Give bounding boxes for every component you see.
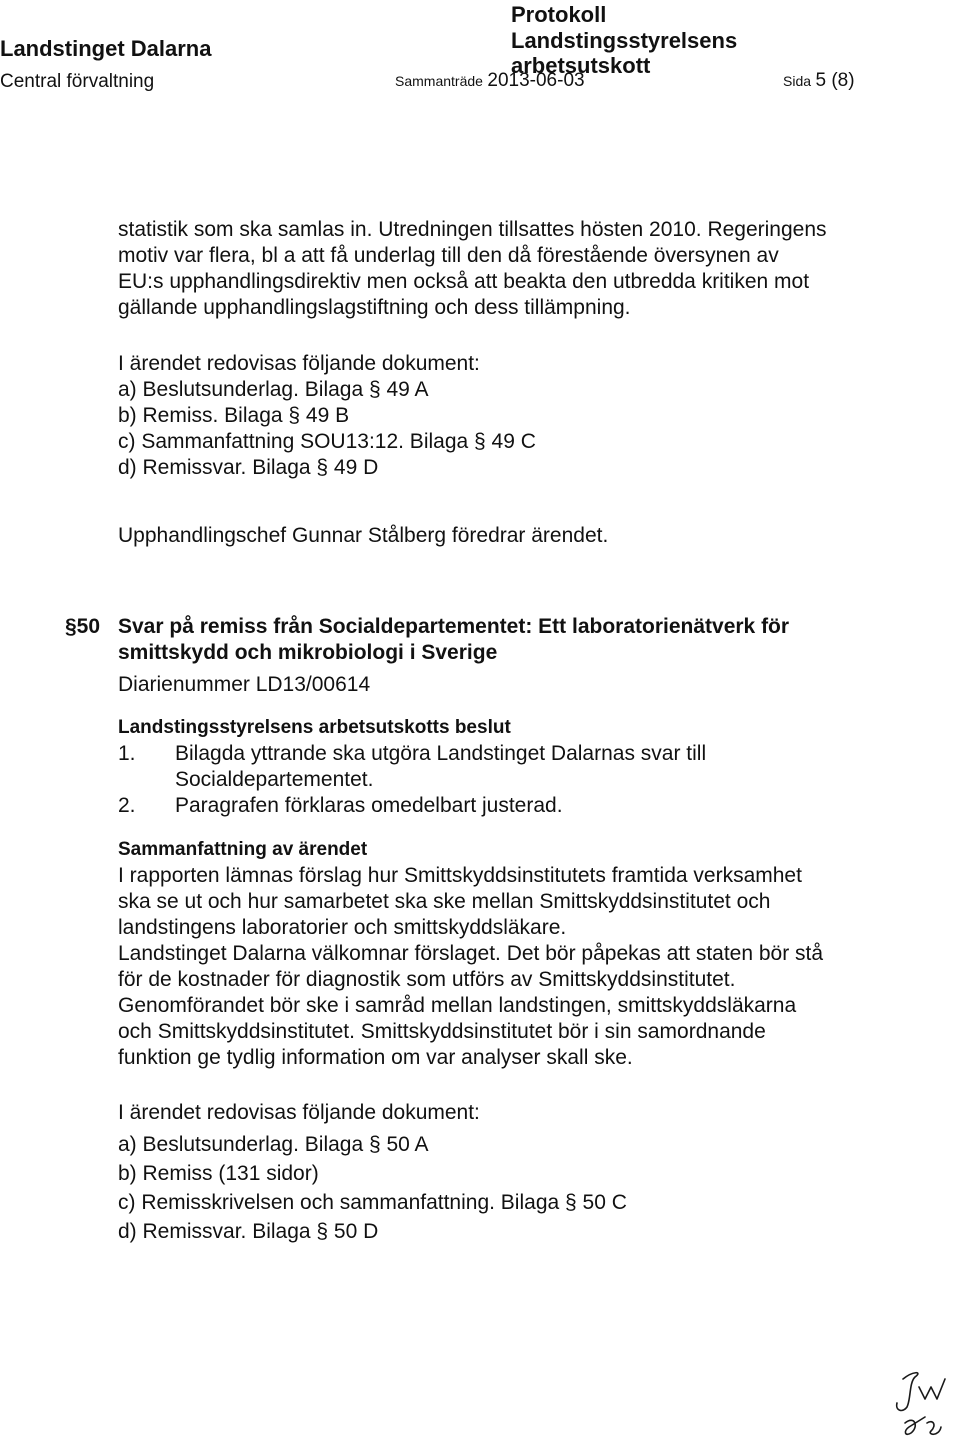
section-title-line: Svar på remiss från Socialdepartementet: Ett laboratorienätverk för bbox=[118, 615, 790, 638]
page-label: Sida bbox=[783, 73, 812, 89]
committee-line-2: arbetsutskott bbox=[511, 53, 651, 78]
text-line: Landstinget Dalarna välkomnar förslaget. Det bör påpekas att staten bör stå bbox=[118, 942, 824, 965]
document-item: a) Beslutsunderlag. Bilaga § 49 A bbox=[118, 378, 429, 401]
decision-text: Socialdepartementet. bbox=[175, 768, 374, 791]
diary-number bbox=[118, 672, 858, 698]
text-line: ska se ut och hur samarbetet ska ske mellan Smittskyddsinstitutet och bbox=[118, 890, 771, 913]
document-item: d) Remissvar. Bilaga § 50 D bbox=[118, 1220, 379, 1243]
document-list-heading: I ärendet redovisas följande dokument: bbox=[118, 1101, 480, 1124]
decision-number: 1. bbox=[118, 742, 136, 765]
text-line: och Smittskyddsinstitutet. Smittskyddsinstitutet bör i sin samordnande bbox=[118, 1020, 766, 1043]
document-list-50 bbox=[118, 1100, 858, 1246]
document-item: c) Sammanfattning SOU13:12. Bilaga § 49 C bbox=[118, 430, 536, 453]
organization-name: Landstinget Dalarna bbox=[0, 36, 212, 61]
meeting-info bbox=[395, 70, 585, 92]
summary-heading bbox=[118, 837, 858, 863]
handwritten-initials bbox=[885, 1365, 955, 1450]
text-line: I rapporten lämnas förslag hur Smittskyddsinstitutets framtida verksamhet bbox=[118, 864, 802, 887]
document-item: d) Remissvar. Bilaga § 49 D bbox=[118, 456, 379, 479]
committee-line-1: Landstingsstyrelsens bbox=[511, 28, 738, 53]
meeting-date: 2013-06-03 bbox=[487, 70, 585, 91]
document-item: b) Remiss (131 sidor) bbox=[118, 1162, 319, 1185]
department-name: Central förvaltning bbox=[0, 71, 155, 92]
document-item: c) Remisskrivelsen och sammanfattning. Bilaga § 50 C bbox=[118, 1191, 627, 1214]
page-indicator bbox=[783, 70, 855, 92]
text-line: för de kostnader för diagnostik som utförs av Smittskyddsinstitutet. bbox=[118, 968, 736, 991]
summary-paragraph bbox=[118, 863, 858, 1071]
text-line: EU:s upphandlingsdirektiv men också att beakta den utbredda kritiken mot bbox=[118, 270, 810, 293]
section-title-line: smittskydd och mikrobiologi i Sverige bbox=[118, 641, 498, 664]
meeting-label: Sammanträde bbox=[395, 73, 483, 89]
summary-heading-text: Sammanfattning av ärendet bbox=[118, 839, 368, 860]
intro-paragraph bbox=[118, 217, 858, 321]
document-item: a) Beslutsunderlag. Bilaga § 50 A bbox=[118, 1133, 429, 1156]
diary-number-text: Diarienummer LD13/00614 bbox=[118, 673, 371, 696]
document-type: Protokoll bbox=[511, 2, 607, 27]
document-item: b) Remiss. Bilaga § 49 B bbox=[118, 404, 350, 427]
text-line: Genomförandet bör ske i samråd mellan landstingen, smittskyddsläkarna bbox=[118, 994, 797, 1017]
text-line: funktion ge tydlig information om var analyser skall ske. bbox=[118, 1046, 633, 1069]
text-line: landstingens laboratorier och smittskyddsläkare. bbox=[118, 916, 567, 939]
text-line: motiv var flera, bl a att få underlag till den då förestående översynen av bbox=[118, 244, 779, 267]
text-line: statistik som ska samlas in. Utredningen tillsattes hösten 2010. Regeringens bbox=[118, 218, 827, 241]
decision-heading-text: Landstingsstyrelsens arbetsutskotts beslut bbox=[118, 717, 511, 738]
section-number: §50 bbox=[65, 615, 101, 638]
presenter-line bbox=[118, 523, 858, 549]
section-title bbox=[118, 614, 858, 666]
decision-heading bbox=[118, 715, 858, 741]
text-line: gällande upphandlingslagstiftning och dess tillämpning. bbox=[118, 296, 631, 319]
document-list-49 bbox=[118, 351, 858, 481]
page-value: 5 (8) bbox=[815, 70, 855, 91]
presenter-text: Upphandlingschef Gunnar Stålberg föredrar ärendet. bbox=[118, 524, 609, 547]
decision-number: 2. bbox=[118, 794, 136, 817]
document-list-heading: I ärendet redovisas följande dokument: bbox=[118, 352, 480, 375]
decision-text: Paragrafen förklaras omedelbart justerad. bbox=[175, 794, 563, 817]
decision-text: Bilagda yttrande ska utgöra Landstinget Dalarnas svar till bbox=[175, 742, 707, 765]
